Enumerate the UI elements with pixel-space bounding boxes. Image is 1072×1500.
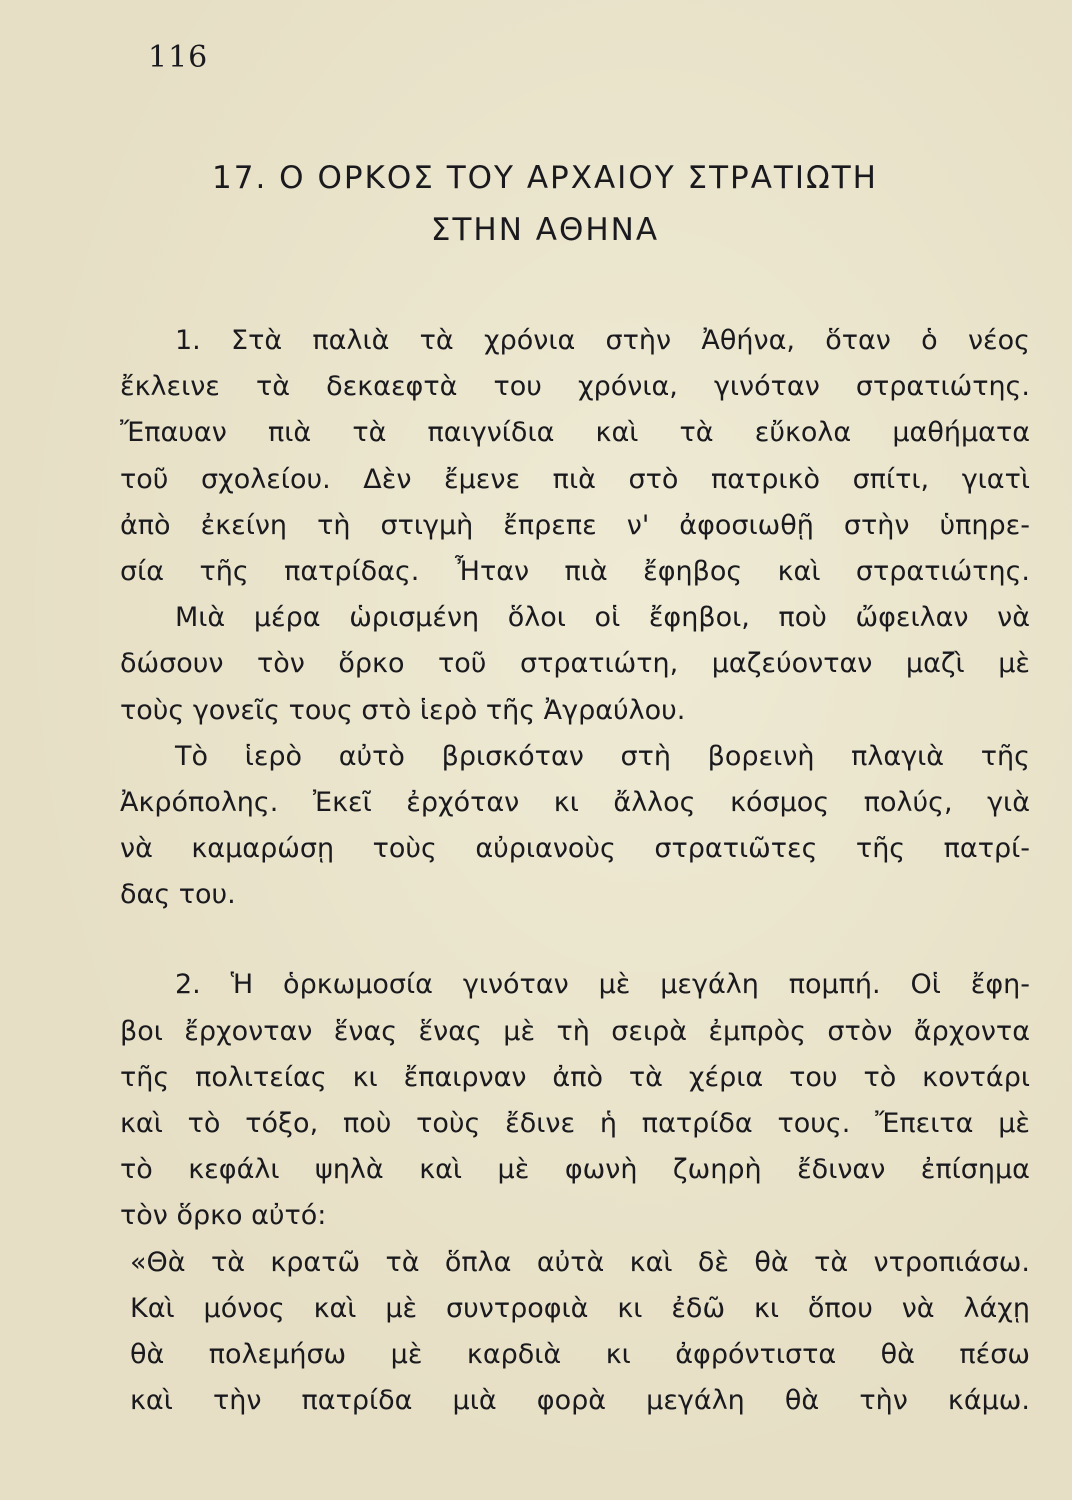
oath-line: καὶ τὴν πατρίδα μιὰ φορὰ μεγάλη θὰ τὴν κάμω. bbox=[130, 1385, 1030, 1417]
body-text bbox=[120, 318, 1030, 1424]
oath-line: Καὶ μόνος καὶ μὲ συντροφιὰ κι ἐδῶ κι ὅπου νὰ λάχῃ bbox=[130, 1292, 1030, 1324]
text-line: δας του. bbox=[120, 879, 236, 911]
text-line: 2. Ἡ ὁρκωμοσία γινόταν μὲ μεγάλη πομπή. Οἱ ἔφη- bbox=[175, 969, 1030, 1001]
text-line: τὸν ὅρκο αὐτό: bbox=[120, 1200, 327, 1232]
text-line: 1. Στὰ παλιὰ τὰ χρόνια στὴν Ἀθήνα, ὅταν ὁ νέος bbox=[175, 325, 1030, 356]
page-number: 116 bbox=[148, 40, 209, 75]
text-line: τῆς πολιτείας κι ἔπαιρναν ἀπὸ τὰ χέρια του τὸ κοντάρι bbox=[120, 1061, 1030, 1093]
text-line: δώσουν τὸν ὅρκο τοῦ στρατιώτη, μαζεύονταν μαζὶ μὲ bbox=[120, 648, 1030, 680]
text-line: τὸ κεφάλι ψηλὰ καὶ μὲ φωνὴ ζωηρὴ ἔδιναν ἐπίσημα bbox=[120, 1154, 1030, 1186]
text-line: τοῦ σχολείου. Δὲν ἔμενε πιὰ στὸ πατρικὸ σπίτι, γιατὶ bbox=[120, 463, 1030, 495]
text-line: τοὺς γονεῖς τους στὸ ἱερὸ τῆς Ἀγραύλου. bbox=[120, 694, 686, 726]
text-line: σία τῆς πατρίδας. Ἦταν πιὰ ἔφηβος καὶ στρατιώτης. bbox=[120, 555, 1030, 587]
text-line: Μιὰ μέρα ὡρισμένη ὅλοι οἱ ἔφηβοι, ποὺ ὤφειλαν νὰ bbox=[175, 602, 1030, 634]
text-line: βοι ἔρχονταν ἕνας ἕνας μὲ τὴ σειρὰ ἐμπρὸς στὸν ἄρχοντα bbox=[120, 1015, 1030, 1047]
text-line: ἔκλεινε τὰ δεκαεφτὰ του χρόνια, γινόταν στρατιώτης. bbox=[120, 371, 1030, 403]
text-line: καὶ τὸ τόξο, ποὺ τοὺς ἔδινε ἡ πατρίδα τους. Ἔπειτα μὲ bbox=[120, 1108, 1030, 1139]
text-line: Ἔπαυαν πιὰ τὰ παιγνίδια καὶ τὰ εὔκολα μαθήματα bbox=[120, 417, 1030, 449]
chapter-title-line-1: 17. Ο ΟΡΚΟΣ ΤΟΥ ΑΡΧΑΙΟΥ ΣΤΡΑΤΙΩΤΗ bbox=[212, 160, 878, 196]
text-line: ἀπὸ ἐκείνη τὴ στιγμὴ ἔπρεπε ν' ἀφοσιωθῇ στὴν ὑπηρε- bbox=[120, 509, 1030, 541]
text-line: νὰ καμαρώσῃ τοὺς αὐριανοὺς στρατιῶτες τῆς πατρί- bbox=[120, 833, 1030, 865]
text-line: Τὸ ἱερὸ αὐτὸ βρισκόταν στὴ βορεινὴ πλαγιὰ τῆς bbox=[175, 740, 1030, 772]
text-line: Ἀκρόπολης. Ἐκεῖ ἐρχόταν κι ἄλλος κόσμος πολύς, γιὰ bbox=[120, 786, 1030, 818]
oath-line: «Θὰ τὰ κρατῶ τὰ ὅπλα αὐτὰ καὶ δὲ θὰ τὰ ντροπιάσω. bbox=[130, 1246, 1030, 1278]
oath-line: θὰ πολεμήσω μὲ καρδιὰ κι ἀφρόντιστα θὰ πέσω bbox=[130, 1338, 1030, 1370]
chapter-title-line-2: ΣΤΗΝ ΑΘΗΝΑ bbox=[430, 212, 660, 248]
